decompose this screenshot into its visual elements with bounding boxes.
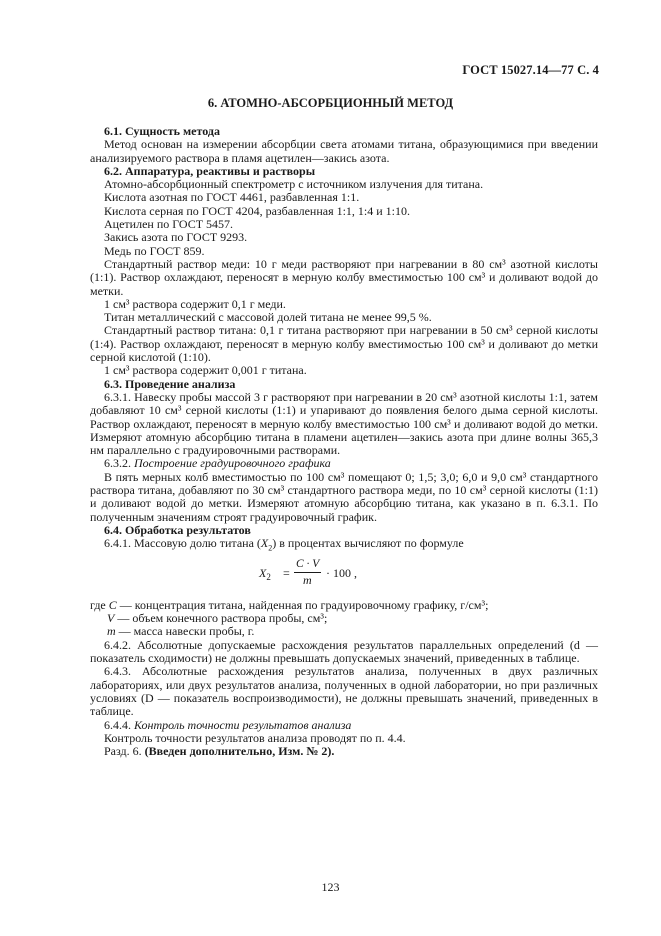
formula xyxy=(90,555,598,599)
para-copper-standard: Стандартный раствор меди: 10 г меди растворяют при нагревании в 80 см³ азотной кислоты (1:1). Раствор охлаждают, переносят в мерную колбу вместимостью 100 см³ и доливают водой до метки. xyxy=(90,256,598,298)
list-item: Закись азота по ГОСТ 9293. xyxy=(104,230,248,245)
formula-multiplier: · 100 , xyxy=(326,565,357,580)
clause-number: 6.4.4. xyxy=(104,717,131,732)
para-accuracy-control: Контроль точности результатов анализа проводят по п. 4.4. xyxy=(104,730,406,745)
formula-variable: X xyxy=(259,565,267,580)
para-titanium-note: 1 см³ раствора содержит 0,001 г титана. xyxy=(104,363,307,378)
heading-6-1: 6.1. Сущность метода xyxy=(104,124,220,138)
list-item: Кислота азотная по ГОСТ 4461, разбавленная 1:1. xyxy=(104,190,360,205)
formula-denominator: m xyxy=(303,572,312,587)
definition-row xyxy=(90,612,598,625)
para-6-4-1 xyxy=(90,537,598,555)
para-copper-note: 1 см³ раствора содержит 0,1 г меди. xyxy=(104,296,286,311)
definition-text: — объем конечного раствора пробы, см³; xyxy=(114,611,328,626)
para-amendment xyxy=(90,745,598,758)
para-6-4-4 xyxy=(90,719,598,732)
clause-title: Контроль точности результатов анализа xyxy=(134,717,352,732)
para-6-4-3: 6.4.3. Абсолютные расхождения результатов анализа, полученных в двух различных лабораториях, или двух результатов анализа, полученных в одной лаборатории, но при различных условиях (D — показатель воспроизводимости), не должны превышать значений, приведенных в таблице. xyxy=(90,664,598,719)
definitions-list xyxy=(90,599,598,639)
formula-subscript: 2 xyxy=(266,571,271,582)
formula-numerator: C · V xyxy=(296,557,320,570)
heading-6-2: 6.2. Аппаратура, реактивы и растворы xyxy=(104,163,316,178)
document-body xyxy=(90,125,598,758)
section-title: 6. АТОМНО-АБСОРБЦИОННЫЙ МЕТОД xyxy=(207,96,454,110)
definition-text: — концентрация титана, найденная по градуировочному графику, г/см³; xyxy=(116,597,489,612)
formula-lhs xyxy=(259,567,271,581)
para-titanium-metal: Титан металлический с массовой долей титана не менее 99,5 %. xyxy=(104,310,432,325)
definition-symbol: m xyxy=(107,624,116,639)
para-6-3-1: 6.3.1. Навеску пробы массой 3 г растворяют при нагревании в 20 см³ азотной кислоты 1:1, затем добавляют 10 см³ серной кислоты (1:1) и упаривают до появления белого дыма серной кислоты. Раствор охлаждают, переносят в мерную колбу вместимостью 100 см³ и доливают водой до метки. Измеряют атомную абсорбцию титана в пламени ацетилен—закись азота при длине волны 365,3 нм параллельно с градуировочными растворами. xyxy=(90,389,598,458)
para-titanium-standard: Стандартный раствор титана: 0,1 г титана растворяют при нагревании в 50 см³ серной кислоты (1:4). Раствор охлаждают, переносят в мерную колбу вместимостью 100 см³ и доливают до метки серной кислотой (1:10). xyxy=(90,323,598,365)
definition-symbol: C xyxy=(108,597,117,612)
definition-text: — масса навески пробы, г. xyxy=(115,624,255,639)
list-item: Медь по ГОСТ 859. xyxy=(104,243,205,258)
amendment-prefix: Разд. 6. xyxy=(104,744,145,759)
heading-6-4: 6.4. Обработка результатов xyxy=(104,522,251,537)
definition-prefix: где xyxy=(90,597,109,612)
amendment-note: (Введен дополнительно, Изм. № 2). xyxy=(144,744,335,759)
para-6-4-2: 6.4.2. Абсолютные допускаемые расхождения результатов параллельных определений (d — показатель сходимости) не должны превышать допускаемых значений, приведенных в таблице. xyxy=(90,637,598,666)
page-header: ГОСТ 15027.14—77 С. 4 xyxy=(462,63,599,77)
text-fragment: ) в процентах вычисляют по формуле xyxy=(272,536,464,551)
page-number: 123 xyxy=(321,880,340,894)
definition-row xyxy=(90,625,598,638)
para-6-1: Метод основан на измерении абсорбции света атомами титана, образующимися при введении анализируемого раствора в пламя ацетилен—закись азота. xyxy=(90,137,598,165)
text-fragment: 6.4.1. Массовую долю титана ( xyxy=(104,536,261,551)
list-item: Атомно-абсорбционный спектрометр с источником излучения для титана. xyxy=(104,177,484,192)
list-item: Ацетилен по ГОСТ 5457. xyxy=(104,217,234,232)
definition-row xyxy=(90,599,598,612)
heading-6-3: 6.3. Проведение анализа xyxy=(104,376,236,391)
clause-number: 6.3.2. xyxy=(104,456,131,471)
subscript: 2 xyxy=(268,543,273,553)
variable: X xyxy=(260,536,269,551)
list-item: Кислота серная по ГОСТ 4204, разбавленная 1:1, 1:4 и 1:10. xyxy=(104,203,411,218)
formula-equals: = xyxy=(283,565,290,580)
para-calibration: В пять мерных колб вместимостью по 100 см³ помещают 0; 1,5; 3,0; 6,0 и 9,0 см³ стандартного раствора титана, добавляют по 30 см³ стандартного раствора меди, по 10 см³ серной кислоты (1:1) и доливают водой до метки. Измеряют атомную абсорбцию титана, как указано в п. 6.3.1. По полученным значениям строят градуировочный график. xyxy=(90,469,598,524)
definition-symbol: V xyxy=(107,611,115,626)
clause-title: Построение градуировочного графика xyxy=(134,456,331,471)
para-6-3-2 xyxy=(90,457,598,470)
